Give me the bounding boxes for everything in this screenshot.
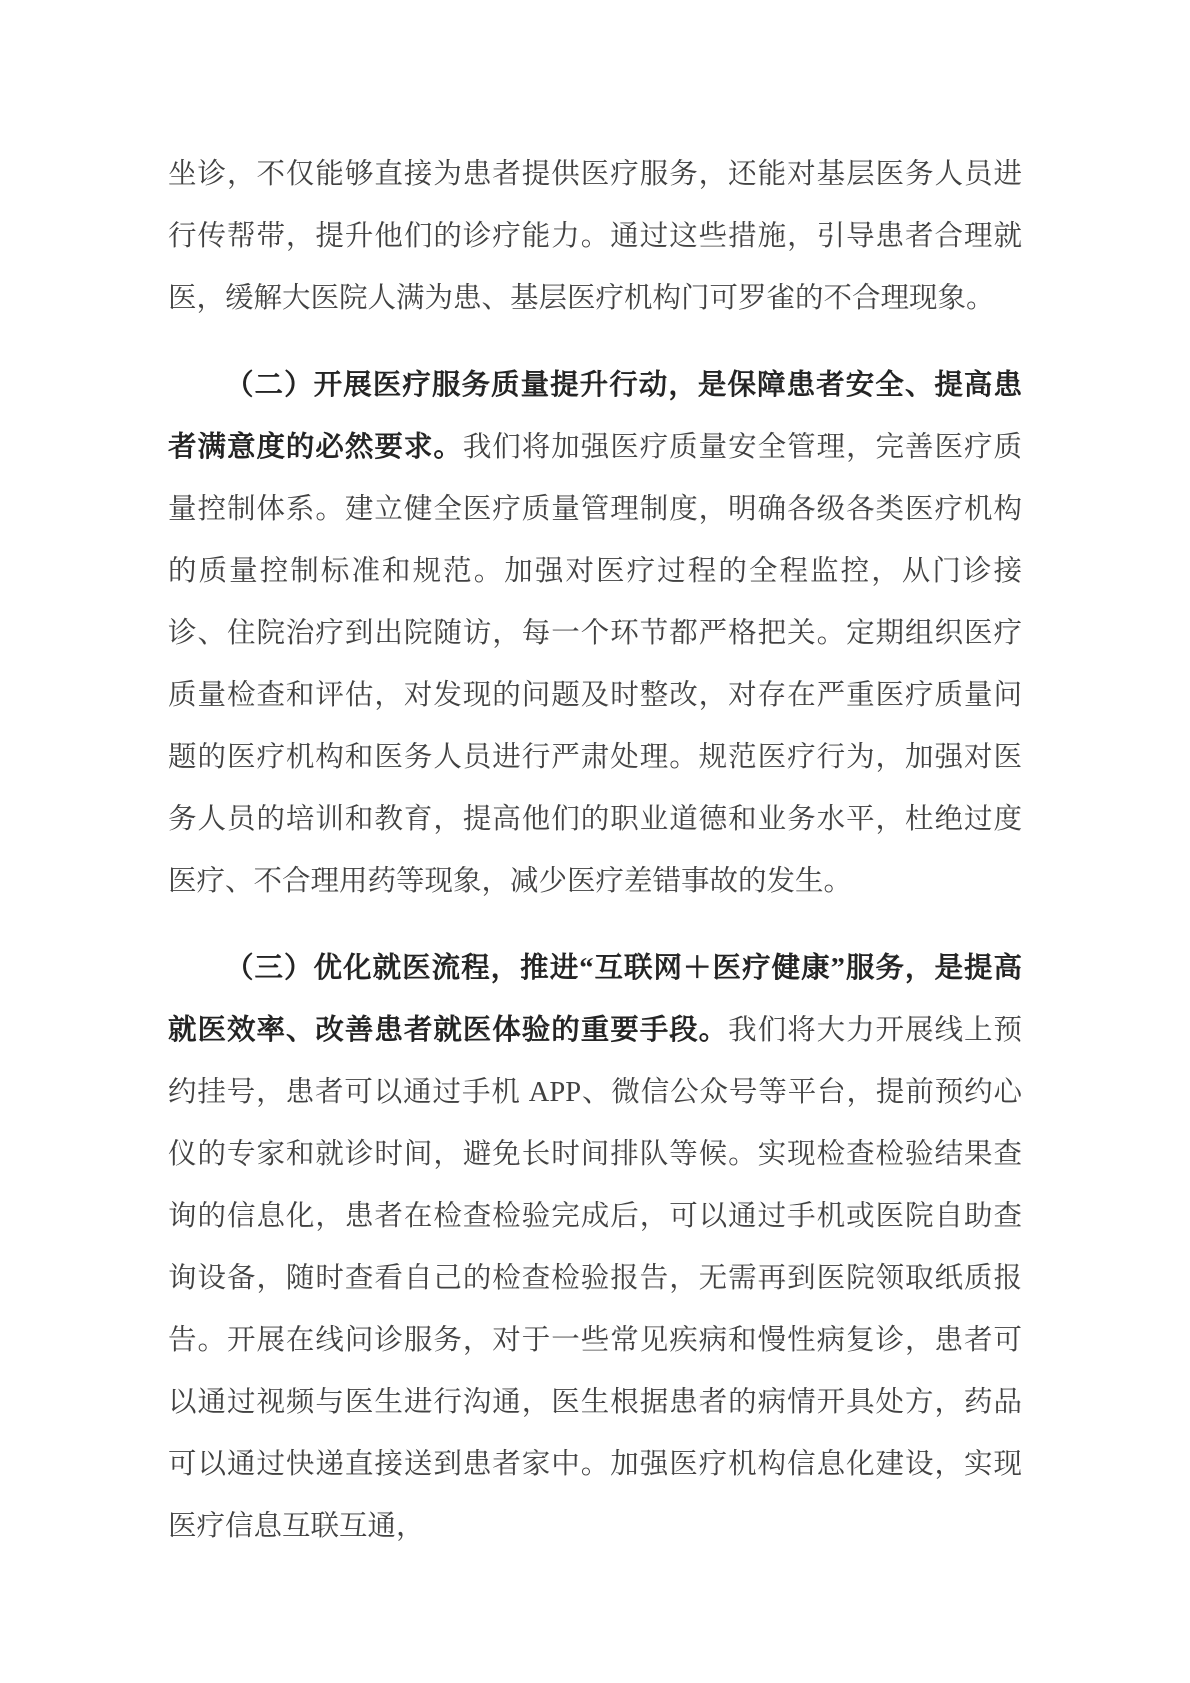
paragraph-3: [168, 938, 1022, 1558]
paragraph-2-heading: （二）开展医疗服务质量提升行动，是保障患者安全、提高患者满意度的必然要求。: [168, 370, 1022, 463]
paragraph-2-body: 我们将加强医疗质量安全管理，完善医疗质量控制体系。建立健全医疗质量管理制度，明确各级各类医疗机构的质量控制标准和规范。加强对医疗过程的全程监控，从门诊接诊、住院治疗到出院随访，每一个环节都严格把关。定期组织医疗质量检查和评估，对发现的问题及时整改，对存在严重医疗质量问题的医疗机构和医务人员进行严肃处理。规范医疗行为，加强对医务人员的培训和教育，提高他们的职业道德和业务水平，杜绝过度医疗、不合理用药等现象，减少医疗差错事故的发生。: [168, 432, 1022, 897]
paragraph-1: [168, 144, 1022, 330]
paragraph-3-heading: （三）优化就医流程，推进“互联网＋医疗健康”服务，是提高就医效率、改善患者就医体验的重要手段。: [168, 953, 1022, 1046]
paragraph-2: [168, 355, 1022, 913]
paragraph-3-body: 我们将大力开展线上预约挂号，患者可以通过手机 APP、微信公众号等平台，提前预约心仪的专家和就诊时间，避免长时间排队等候。实现检查检验结果查询的信息化，患者在检查检验完成后，可以通过手机或医院自助查询设备，随时查看自己的检查检验报告，无需再到医院领取纸质报告。开展在线问诊服务，对于一些常见疾病和慢性病复诊，患者可以通过视频与医生进行沟通，医生根据患者的病情开具处方，药品可以通过快递直接送到患者家中。加强医疗机构信息化建设，实现医疗信息互联互通，: [168, 1015, 1022, 1542]
paragraph-1-body: 坐诊，不仅能够直接为患者提供医疗服务，还能对基层医务人员进行传帮带，提升他们的诊疗能力。通过这些措施，引导患者合理就医，缓解大医院人满为患、基层医疗机构门可罗雀的不合理现象。: [168, 159, 1022, 314]
